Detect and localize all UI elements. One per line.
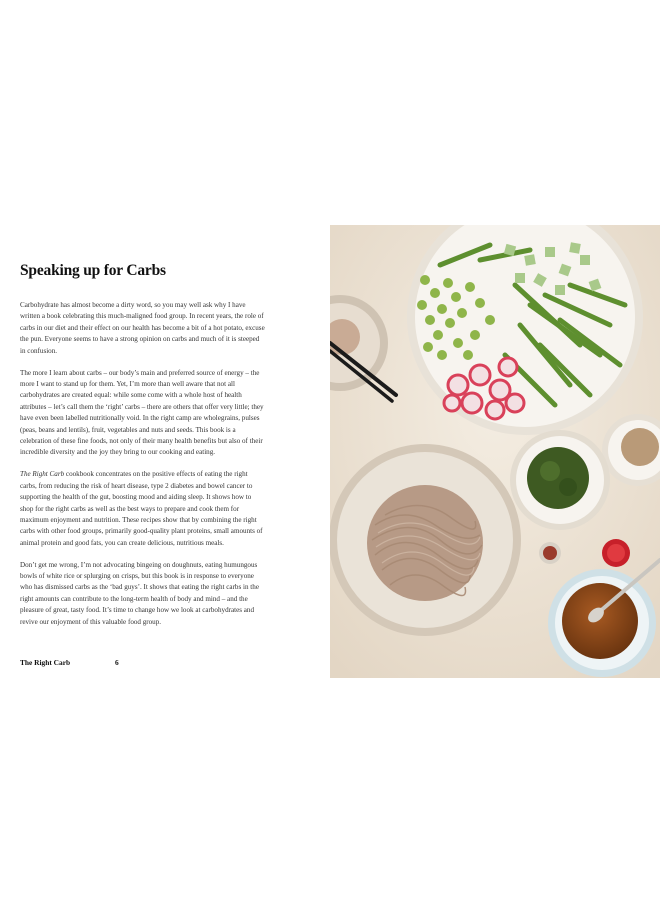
article-column (20, 262, 266, 639)
article-paragraph-1: Carbohydrate has almost become a dirty word, so you may well ask why I have written a book celebrating this much-maligned food group. In recent years, the role of carbs in our diet and their effect on our health has become a bit of a hot potato, excuse the pun. Everyone seems to have a strong opinion on carbs and much of it is steeped in confusion. (20, 301, 265, 355)
footer-book-title: The Right Carb (20, 658, 71, 667)
food-photo-illustration (330, 225, 660, 678)
food-photo (330, 225, 660, 678)
article-paragraph-2: The more I learn about carbs – our body’s main and preferred source of energy – the more I want to stand up for them. Yet, I’m more than well aware that not all carbohydrates are created equal: while some come with a whole host of health attributes – let’s call them the ‘right’ carbs – there are others that offer very little; they have even been labelled nutritionally void. In the right camp are wholegrains, pulses (peas, beans and lentils), fruit, vegetables and nuts and seeds. This book is a celebration of these fine foods, not only of their many health benefits but also of their incredible diversity and the joy they bring to our cooking and eating. (20, 368, 264, 457)
article-paragraph-3 (20, 469, 266, 549)
page-footer (20, 658, 150, 667)
article-title: Speaking up for Carbs (20, 262, 166, 279)
page-number: 6 (115, 658, 119, 667)
red-cap (602, 539, 630, 567)
article-paragraph-4: Don’t get me wrong, I’m not advocating bingeing on doughnuts, eating humungous bowls of white rice or splurging on crisps, but this book is in response to everyone who has dismissed carbs as the ‘bad guys’. It shows that eating the right carbs in the right amounts can contribute to the long-term health of body and mind – and the pleasure of great, tasty food. It’s time to change how we look at carbohydrates and revive our enjoyment of this valuable food group. (20, 560, 259, 626)
seaweed-bowl (510, 430, 610, 530)
paragraph-3-text: cookbook concentrates on the positive effects of eating the right carbs, from reducing the risk of heart disease, type 2 diabetes and bowel cancer to supporting the health of the gut, boosting mood and aiding sleep. It shows how to shop for the right carbs as well as the best ways to prepare and cook them for maximum enjoyment and nutrition. These recipes show that by combining the right carbs with other food groups, primarily good-quality plant proteins, small amounts of animal protein and good fats, you can create delicious, nutritious meals. (20, 470, 263, 547)
red-jar (539, 542, 561, 564)
book-title-italic: The Right Carb (20, 470, 65, 479)
soba-noodle-bowl (330, 444, 521, 636)
